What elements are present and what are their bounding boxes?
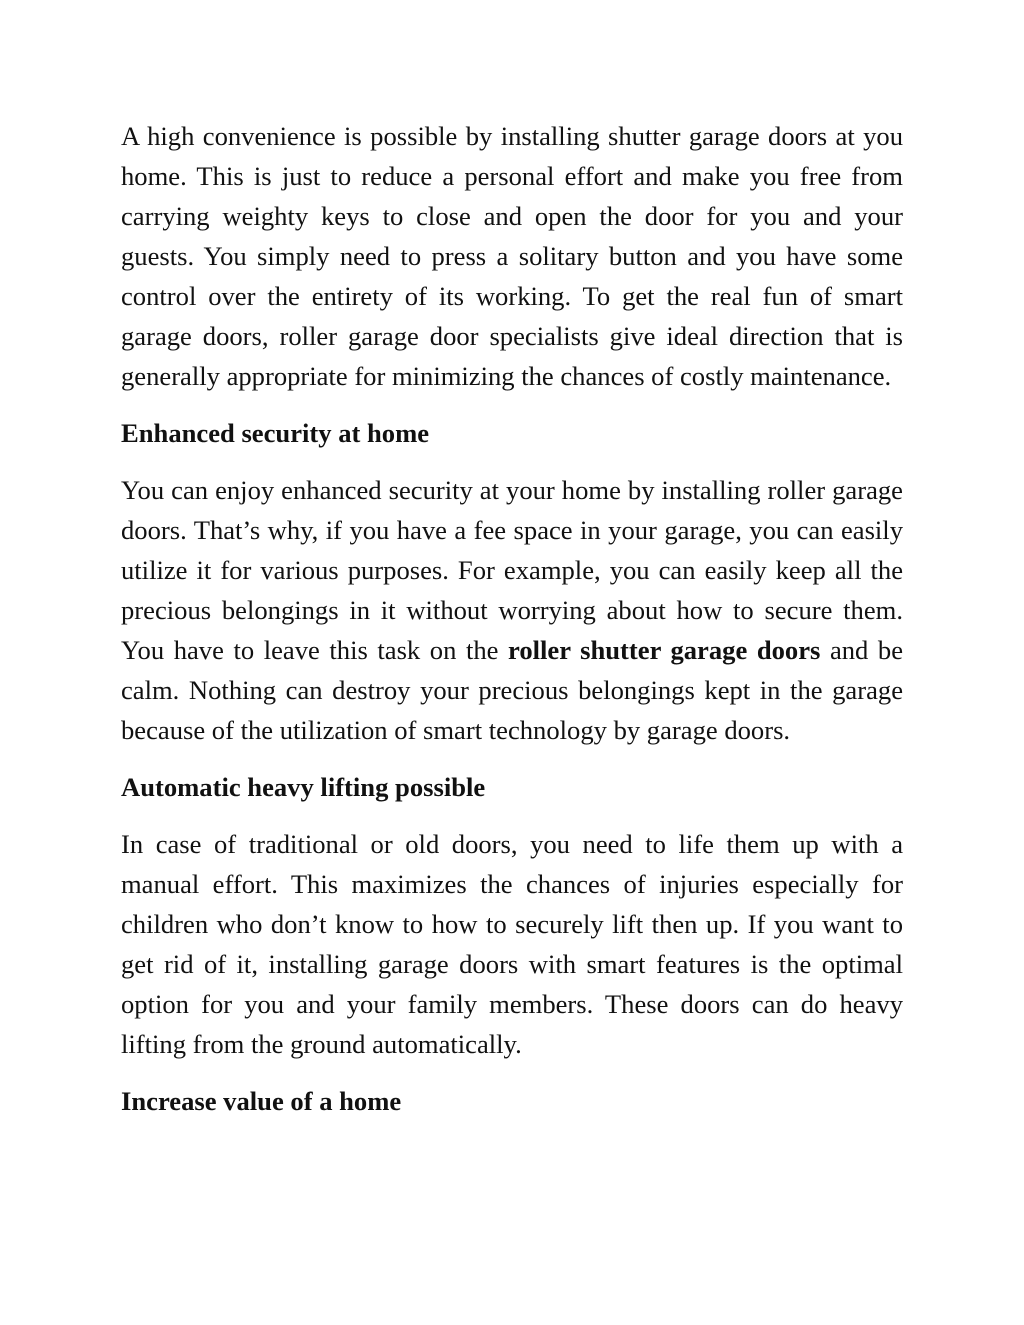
security-paragraph	[121, 470, 903, 750]
document-page	[121, 116, 903, 1138]
security-heading: Enhanced security at home	[121, 418, 430, 448]
value-heading: Increase value of a home	[121, 1086, 402, 1116]
security-bold-phrase: roller shutter garage doors	[508, 635, 821, 665]
intro-paragraph: A high convenience is possible by installing shutter garage doors at you home. This is just to reduce a personal effort and make you free from carrying weighty keys to close and open the door for you and your guests. You simply need to press a solitary button and you have some control over the entirety of its working. To get the real fun of smart garage doors, roller garage door specialists give ideal direction that is generally appropriate for minimizing the chances of costly maintenance.	[121, 121, 903, 391]
lifting-paragraph: In case of traditional or old doors, you need to life them up with a manual effort. This maximizes the chances of injuries especially for children who don’t know to how to securely lift then up. If you want to get rid of it, installing garage doors with smart features is the optimal option for you and your family members. These doors can do heavy lifting from the ground automatically.	[121, 829, 903, 1059]
security-text-part2: and be calm. Nothing can destroy your precious belongings kept in the garage because of the utilization of smart technology by garage doors.	[121, 635, 904, 745]
security-text-part1: You can enjoy enhanced security at your home by installing roller garage doors. That’s why, if you have a fee space in your garage, you can easily utilize it for various purposes. For example, you can easily keep all the precious belongings in it without worrying about how to secure them. You have to leave this task on the	[121, 475, 903, 665]
lifting-heading: Automatic heavy lifting possible	[121, 772, 486, 802]
